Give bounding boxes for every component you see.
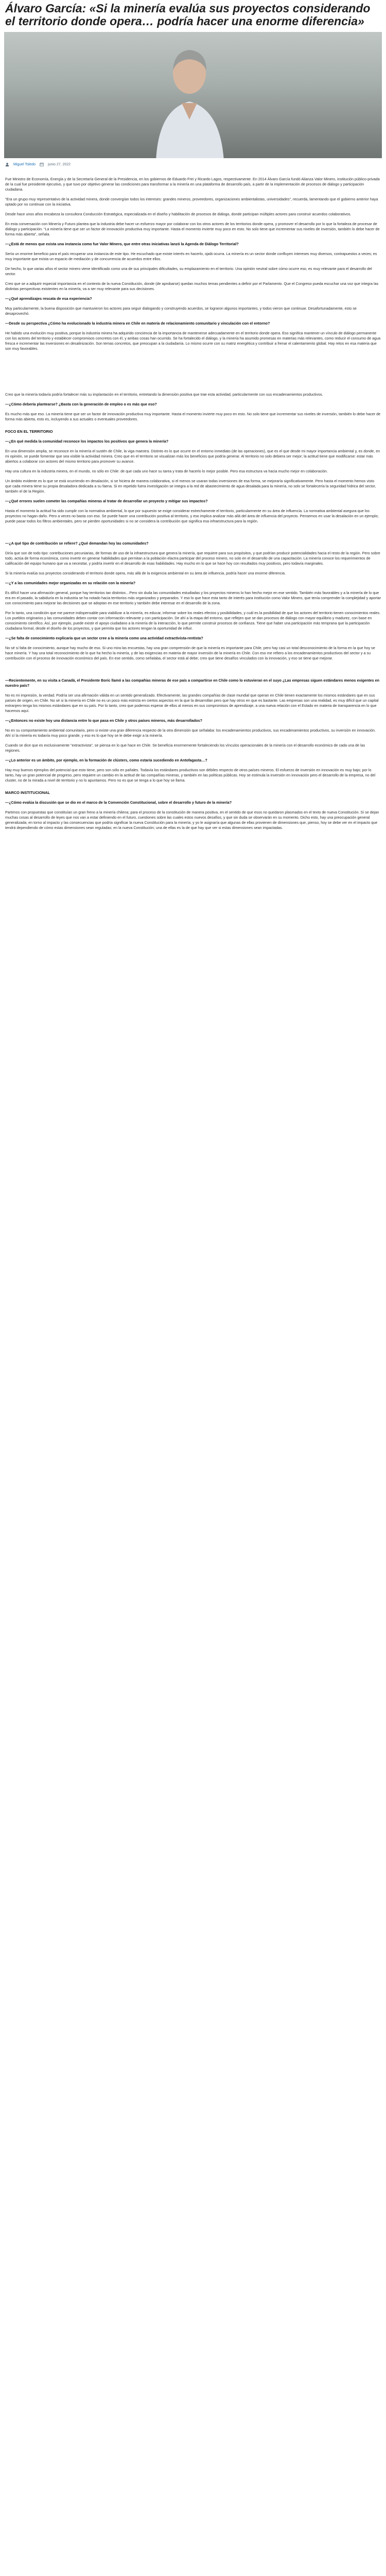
hero-photo [4,32,382,158]
publish-date: junio 27, 2022 [48,162,71,166]
paragraph: Un ámbito evidente es lo que se está ocurriendo en desalación, si se hiciera de manera colaborativa, si el menos se usaran todas inversiones de esa forma, se mejoraría significativamente. Pero hasta el momento hemos visto que cada minera tiene su propia desaladora dedicada a su faena. Si en repetido fuera investigación se integra a la red de abastecimiento de agua desalada para la minería, no solo se fortalecería la seguridad hídrica del sector, también el de la Región. [5,479,376,494]
question: —Recientemente, en su visita a Canadá, el Presidente Boric llamó a las compañías mineras de ese país a compartirse en Chile como lo estuvieran en el suyo ¿Las empresas siguen estándares menos exigentes en nuestro país? [5,678,380,688]
question: —¿Y a las comunidades mejor organizadas en su relación con la minería? [5,581,136,585]
question: —¿A qué tipo de contribución se refiere? ¿Qué demandan hoy las comunidades? [5,541,149,546]
section-heading: FOCO EN EL TERRITORIO [5,429,53,434]
paragraph: Fue Ministro de Economía, Energía y de la Secretaría General de la Presidencia, en los gobiernos de Eduardo Frei y Ricardo Lagos, respectivamente. En 2014 Álvaro García fundó Alianza Valor Minero, institución público-privada de la cual fue presidente ejecutivo, y que tuvo por objetivo generar las condiciones para transformar a la minería en una plataforma de desarrollo país, a partir de la implementación de procesos de diálogo y participación ciudadana. [5,177,380,192]
portrait-figure [151,42,228,158]
question: —¿Se falta de conocimiento explicaría que un sector cree a la minería como una actividad extractivista-rentista? [5,636,203,640]
paragraph: Por lo tanto, una condición que me parece indispensable para viabilizar a la minería, es educar, informar sobre los reales efectos y posibilidades, y cuál es la posibilidad de que los actores del territorio tienen conocimientos reales. Los pueblos originarios y las comunidades deben contar con información relevante y con participación. De ahí a la etapa del entorno, que reflejen que se dan procesos de diálogo con mayor equilibrio y madurez, con base en conocimiento científico. Así, por ejemplo, puede existir el apoyo ciudadano a la minería de la interacción, lo que permite construir procesos de confianza. Tiene que haber una participación más temprana que la participación ciudadana formal, desde el diseño de los proyectos, y que permita que los actores tengan la oportunidad de influir. [5,611,381,631]
article-meta [0,158,386,166]
spacer [5,529,381,541]
question: —¿En qué medida la comunidad reconoce los impactos los positivos que genera la minería? [5,439,169,444]
question: —¿Está de menos que exista una instancia como fue Valor Minero, que entre otras iniciativas lanzó la Agenda de Diálogo Territorial? [5,242,239,246]
paragraph: No es mi impresión, la verdad. Podría ser una afirmación válida en un sentido generalizado. Efectivamente, las grandes compañías de clase mundial que operan en Chile tienen exactamente los mismos estándares que en sus países de origen, en Chile. No sé si la minería en Chile no es un poco más estricta en ciertos aspectos en la que la desarrollan pero que hay otros en que es bastante. Las empresas son una realidad, es muy difícil que un capital extranjero tenga los mismos estándares que en su país. Por lo tanto, creo que podemos esperar de ellos al menos en sus compromisos de aprendizaje, a una nueva relación con el Estado en materia de transparencia en lo que hacemos aquí. [5,693,379,713]
author-link[interactable]: Miguel Toledo [13,162,36,166]
question: —¿Entonces no existe hoy una distancia entre lo que pasa en Chile y otros países mineros, más desarrollados? [5,718,203,723]
question: —¿Cómo evalúa la discusión que se dio en el marco de la Convención Constitucional, sobre el desarrollo y futuro de la minería? [5,800,232,805]
article-body [0,166,386,831]
question: —¿Lo anterior es un ámbito, por ejemplo, en la formación de clústers, como estaría sucediendo en Antofagasta…? [5,758,207,762]
section-heading: MARCO INSTITUCIONAL [5,790,50,795]
question: —¿Qué errores suelen cometer las compañías mineras al tratar de desarrollar un proyecto y mitigar sus impactos? [5,499,208,503]
paragraph: En una dimensión amplia, se reconoce en la minería el sustén de Chile, la viga maestra. Distinto es lo que ocurre en el entorno inmediato (de las operaciones), que es el que desde mi mayor importancia ambiental y, es donde, en mi opinión, se puede fomentar que sea visible la actividad minera. Creo que en el territorio se visualizan más los beneficios que podría generar. Al territorio no solo debiera ser mejor; la actitud tiene que modificarse: estar más abiertos a colaborar con actores del mismo territorio para promover su avance. [5,449,380,464]
paragraph: Es mucho más que eso. La minería tiene que ser un factor de innovación productiva muy importante. Hasta el momento inviertе muy poco en esto. No solo tiene que incrementar sus niveles de inversión, también lo debe hacer de forma más abierta, esto es, incluyendo a sus actuales o eventuales proveedores. [5,412,381,421]
paragraph: Desde hace unos años encabeza la consultora Conducción Estratégica, especializada en el diseño y habilitación de procesos de diálogo, donde participan múltiples actores para construir acuerdos colaborativos. [5,212,352,216]
paragraph: Cuando se dice que es exclusivamente “extractivista”, se piensa en lo que hace en Chile. Se beneficia enormemente fortaleciendo los vínculos operacionales de la minería con el desarrollo económico de cada una de las regiones. [5,743,365,753]
question: —Desde su perspectiva ¿Cómo ha evolucionado la industria minera en Chile en materia de relacionamiento comunitario y vinculación con el entorno? [5,321,270,326]
paragraph: Sería un enorme beneficio para el país recuperar una instancia de este tipo. He escuchado que existe interés en hacerlo, ojalá ocurra. La minería es un sector donde confluyen intereses muy diversos, contrapuestos a veces; es muy importante que exista un espacio de mediación y de concurrencia de acuerdos entre ellos. [5,251,377,261]
spacer [5,666,381,678]
article-header [0,0,386,28]
question: —¿Qué aprendizajes rescata de esa experiencia? [5,296,92,301]
spacer [5,356,381,392]
paragraph: Hay una cultura en la industria minera, en el mundo, no sólo en Chile: de que cada uno hace su tarea y trata de hacerlo lo mejor posible. Pero esa estructura va hacia mucho mejor en colaboración. [5,469,328,473]
article-title: Álvaro García: «Si la minería evalúa sus proyectos considerando el territorio donde opera… podría hacer una enorme diferencia» [5,2,371,28]
paragraph: No en su comportamiento ambiental comunitario, pero si existe una gran diferencia respecto de la otra dimensión que señalaba: los encadenamientos productivos, sus encadenamientos productivos, su inversión en innovación. Ahí sí la minería es todavía muy poco grande, y eso es lo que hoy se le debe exigir a la minería. [5,728,376,738]
paragraph: Es difícil hacer una afirmación general, porque hay territorios tan distintos…Pero sin duda las comunidades estudiadas y los proyectos mineros lo han hecho mejor en ese sentido. También más favorables y a la minería de lo que era en el pasado, la sabiduría en la industria se ha notado hacia territorios más organizados y preparados. Y eso lo que hace esta tanto de interés para institución como Valor Minero, que tenía comprender la complejidad y aportar con conocimiento para mejorar las decisiones que se adoptan en ese territorio y también debe interesar en el desarrollo de la zona. [5,590,381,605]
paragraph: Creo que se a adquirir especial importancia en el contexto de la nueva Constitución, donde (de aprobarse) quedan muchos temas pendientes a definir por el Parlamento. Que el Congreso pueda escuchar una voz que integra las distintas perspectivas existentes en la minería, va a ser muy relevante para sus decisiones. [5,281,379,291]
author-icon [5,162,9,166]
paragraph: Muy particularmente, la buena disposición que mantuvieron los actores para seguir dialogando y construyendo acuerdos, se lograron algunos importantes, y todos vieron que continuar. Desafortunadamente, esto se desaprovechó. [5,306,357,316]
paragraph: Hay muy buenos ejemplos del potencial que esto tiene, pero son sólo en pañales. Todavía los estándares productivos son débiles respecto de otros países mineros. El esfuerzo de inversión en innovación es muy bajo; por lo tanto, hay un gran potencial de progreso, pero requiere un cambio en la actitud de las compañías mineras, y también en las políticas públicas. Hoy se estimula la inversión en innovación pero el desarrollo de la empresa, no del cluster, no de la mirada a nivel de territorio y no lo apuntamos. Pero no es que se tenga a lo que hoy se llama. [5,768,376,783]
paragraph: En esta conversación con Minería y Futuro plantea que la industria debe hacer un esfuerzo mayor por colaborar con los otros actores de los territorios donde opera, y promover el desarrollo por lo que la fortaleza de procesar de diálogo y participación. “La minería tiene que ser un factor de innovación productiva muy importante. Hasta el momento inviertе muy poco en esto. No solo tiene que incrementar sus niveles de inversión, también lo debe hacer de forma más abierta”, señala. [5,222,380,236]
paragraph: Si la minería evalúa sus proyectos considerando el territorio donde opera, más allá de la exigencia ambiental en su área de influencia, podría hacer una enorme diferencia. [5,571,286,575]
paragraph: De hecho, lo que varias años el sector minero viene identificado como una de sus principales dificultades, su emplazamiento en el territorio. Una opinión neutral sobre cómo ocurre eso, es muy relevante para el desarrollo del sector. [5,266,372,276]
calendar-icon [40,162,44,166]
paragraph: Partimos con propuestas que constituían un gran freno a la minería chilena; para el proceso de la constitución de manera positiva, en el sentido de que esos no quedaron plasmados en el texto de nueva Constitución. Sí se dejan muchas cosas al desarrollo de leyes que nos van a estar definiendo en el futuro, cuestiones sobre las cuales estos nuevos desafíos, y que sin duda se observarán en su momento. Dicho esto, hay una preocupación general generalizada; en torno al impacto y las consecuencias que podría significar la nueva Constitución para la minería; y yo le asignaría que algunas de ellas provienen de dimensiones que, pienso, hoy se debe ver en el impacto que tendrá dependiendo de cómo estas dimensiones sean reguladas; en la nueva Constitución; una de ellas es la de que hay que ver si estas dimensiones sean impactadas. [5,810,379,830]
paragraph: Diría que son de todo tipo: contribuciones pecuniarias, de formas de uso de la infraestructura que genera la minería, que requiere para sus propósitos, y que podrían producir potencialidades hacia el resto de la región. Pero sobre todo, actúa de forma económica, como invertir en generar habilidades que permitan a la población elactra participar del proceso minero, no solo en el desarrollo de una capacitación. La minería conoce los requerimientos de calificación del equipo humano que va a necesitar, y podría invertir en el desarrollo de esas habilidades. Hay mucho en lo que se hace hoy con resultados muy positivos, pero todavía marginales. [5,551,380,566]
paragraph: Creo que la minería todavía podría fortalecer más su implantación en el territorio, entretando la dimensión positiva que trae esta actividad, particularmente con sus encadenamientos productivos. [5,392,323,397]
paragraph: “Era un grupo muy representativo de la actividad minera, donde convergían todos los intereses: grandes mineros, proveedores, organizaciones ambientalistas, universidades”, recuerda, lamentando que el gobierno anterior haya optado por no continuar con la iniciativa. [5,197,378,207]
question: —¿Cómo debería plantearse? ¿Basta con la generación de empleo o es más que eso? [5,402,157,406]
paragraph: Hasta el momento la actitud ha sido cumplir con la normativa ambiental, lo que por supuesto se exige considerar estrechamente el territorio, particularmente en su área de influencia. La normativa ambiental asegura que los proyectos no hagan daño. Pero a veces no basta con eso. Se puede hacer una contribución positiva al territorio, y eso implica analizar más allá del área de influencia del proyecto. Pensemos en usar la desalación en un ejemplo; puede pasar todos los filtros ambientales, pero se pierden oportunidades si no se considera la contribución que significa esa infraestructura para la región. [5,509,379,523]
paragraph: He habido una evolución muy positiva, porque la industria minera ha adquirido conciencia de la importancia de mantenerse adecuadamente en el territorio donde opera. Eso significa mantener un vínculo de diálogo permanente con los actores del territorio y establecer compromisos concretos con él, y ambas cosas han ocurrido. Se ha fortalecido el diálogo, y la minería ha asumido promesas en materias más relevantes, como reducir el consumo de agua fresca e incrementar las inversiones en desalinización. Son temas concretos, que preocupan a la ciudadanía. Lo mismo ocurre con su matriz energética y contribuir a frenar el calentamiento global. Hay retos en esa materia que son muy favorables. [5,331,381,351]
paragraph: No sé si falta de conocimiento, aunque hay mucho de eso. Si uno mira las encuestas, hay una gran comprensión de que la minería es importante para Chile, pero hay casi un total desconocimiento de la forma en la que hoy se hace minería. Y hay una total reconocimiento de lo que ha hecho la minería, y de las exigencias en materia de mayor inversión de la minería en Chile. Con eso me refiero a los encadenamientos productivos del sector y a su contribución con el proceso de innovación económico del país. En ese sentido, como señalaba, el sector está al debe; creo que tiene desafíos vinculados con la innovación, y eso se tiene que mejorar. [5,646,375,660]
